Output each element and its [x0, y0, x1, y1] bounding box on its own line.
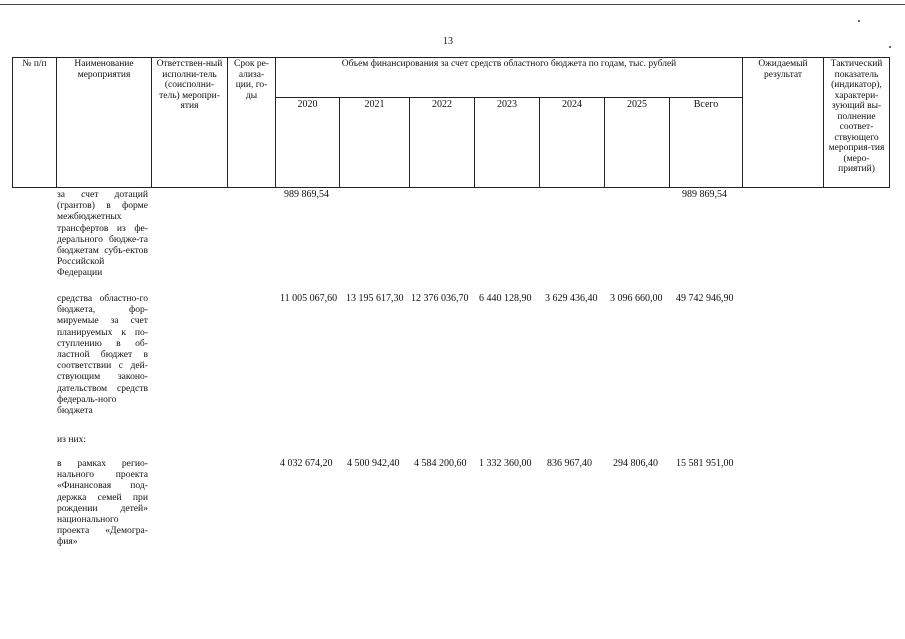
row2-value-2020: 11 005 067,60 [280, 293, 338, 304]
row4-value-2025: 294 806,40 [613, 458, 658, 469]
year-col-border [339, 97, 340, 188]
row2-value-total: 49 742 946,90 [676, 293, 734, 304]
row4-value-2023: 1 332 360,00 [479, 458, 532, 469]
scan-speck [889, 46, 891, 48]
row1-value-2020: 989 869,54 [284, 189, 329, 200]
row-label-regional-budget: средства областно-го бюджета, фор-мируемые за счет планируемых к по-ступлению в об-ластной бюджет в соответствии с дей-ствующим законо-дательством средств федераль-ного бюджета [57, 293, 148, 417]
row-label-federal-grants: за счет дотаций (грантов) в форме межбюджетных трансфертов из фе-дерального бюдже-та бюджетам субъ-ектов Российской Федерации [57, 189, 148, 279]
row4-value-2020: 4 032 674,20 [280, 458, 333, 469]
row2-value-2023: 6 440 128,90 [479, 293, 532, 304]
scan-speck [858, 20, 860, 22]
row2-value-2021: 13 195 617,30 [346, 293, 404, 304]
year-col-border [604, 97, 605, 188]
row2-value-2022: 12 376 036,70 [411, 293, 469, 304]
header-number: № п/п [22, 59, 47, 69]
year-col-border [409, 97, 410, 188]
col-border [889, 57, 890, 188]
row4-value-total: 15 581 951,00 [676, 458, 734, 469]
year-header-2022: 2022 [432, 99, 452, 110]
row4-value-2022: 4 584 200,60 [414, 458, 467, 469]
col-border [12, 57, 13, 188]
row-label-of-them: из них: [57, 434, 87, 445]
header-name: Наименование мероприятия [74, 59, 134, 80]
col-border [275, 57, 276, 188]
row1-value-total: 989 869,54 [682, 189, 727, 200]
year-header-2020: 2020 [297, 99, 318, 110]
year-header-2025: 2025 [627, 99, 647, 110]
year-header-2023: 2023 [497, 99, 517, 110]
year-header-2024: 2024 [562, 99, 582, 110]
row2-value-2025: 3 096 660,00 [610, 293, 663, 304]
header-responsible: Ответствен-ный исполни-тель (соисполни-тель) меропри-ятия [156, 59, 223, 111]
year-header-total: Всего [693, 99, 719, 110]
header-bottom-border [12, 187, 890, 188]
header-indicator: Тактический показатель (индикатор), характери-зующий вы-полнение соответ-ствующего мероприя-тия (меро-приятий) [828, 59, 885, 174]
table-top-border [12, 57, 890, 58]
year-header-2021: 2021 [364, 99, 385, 110]
row4-value-2021: 4 500 942,40 [347, 458, 400, 469]
year-col-border [539, 97, 540, 188]
row4-value-2024: 836 967,40 [547, 458, 592, 469]
years-header-separator [275, 97, 742, 98]
header-funding: Объем финансирования за счет средств областного бюджета по годам, тыс. рублей [341, 59, 677, 69]
header-result: Ожидаемый результат [758, 59, 808, 80]
year-col-border [669, 97, 670, 188]
row-label-regional-project: в рамках регио-нального проекта «Финансовая под-держка семей при рождении детей» национального проекта «Демогра-фия» [57, 458, 148, 548]
header-term: Срок ре-ализа-ции, го-ды [234, 59, 269, 101]
page-number: 13 [443, 36, 453, 47]
year-col-border [474, 97, 475, 188]
row2-value-2024: 3 629 436,40 [545, 293, 598, 304]
